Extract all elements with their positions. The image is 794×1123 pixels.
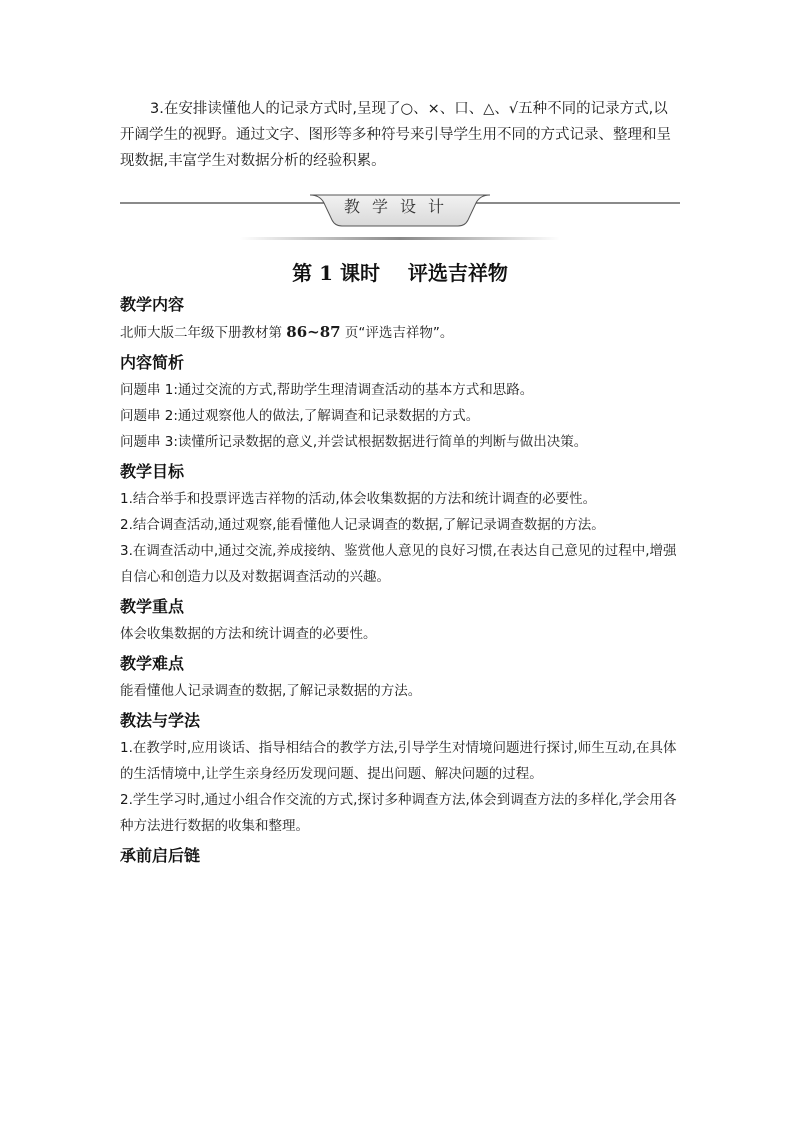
banner-title: 教学设计 xyxy=(343,197,456,216)
question-series-item: 问题串 3:读懂所记录数据的意义,并尝试根据数据进行简单的判断与做出决策。 xyxy=(120,434,588,450)
lesson-content xyxy=(120,294,680,870)
section-heading: 教学目标 xyxy=(120,462,185,481)
goal-item: 3.在调查活动中,通过交流,养成接纳、鉴赏他人意见的良好习惯,在表达自己意见的过程中,增强自信心和创造力以及对数据调查活动的兴趣。 xyxy=(120,543,677,585)
intro-paragraph: 3.在安排读懂他人的记录方式时,呈现了○、×、口、△、√五种不同的记录方式,以开阔学生的视野。通过文字、图形等多种符号来引导学生用不同的方式记录、整理和呈现数据,丰富学生对数据分析的经验积累。 xyxy=(120,101,671,169)
goal-item: 2.结合调查活动,通过观察,能看懂他人记录调查的数据,了解记录调查数据的方法。 xyxy=(120,517,605,533)
key-points-text: 体会收集数据的方法和统计调查的必要性。 xyxy=(120,626,377,642)
section-heading: 承前启后链 xyxy=(120,846,201,865)
lesson-title: 第 1 课时 评选吉祥物 xyxy=(292,261,508,285)
section-heading: 教学内容 xyxy=(120,295,185,314)
section-content-analysis xyxy=(120,352,680,455)
method-item: 1.在教学时,应用谈话、指导相结合的教学方法,引导学生对情境问题进行探讨,师生互动,在具体的生活情境中,让学生亲身经历发现问题、提出问题、解决问题的过程。 xyxy=(120,740,677,782)
section-heading: 教学重点 xyxy=(120,597,185,616)
difficulties-text: 能看懂他人记录调查的数据,了解记录数据的方法。 xyxy=(120,683,422,699)
method-item: 2.学生学习时,通过小组合作交流的方式,探讨多种调查方法,体会到调查方法的多样化,学会用各种方法进行数据的收集和整理。 xyxy=(120,792,677,834)
section-banner xyxy=(120,190,680,242)
section-difficulties xyxy=(120,653,680,704)
section-heading: 教学难点 xyxy=(120,654,185,673)
reference-suffix: 页“评选吉祥物”。 xyxy=(340,325,454,341)
textbook-reference xyxy=(120,319,680,346)
section-heading: 教法与学法 xyxy=(120,711,201,730)
section-heading: 内容简析 xyxy=(120,353,185,372)
section-teaching-goals xyxy=(120,461,680,590)
question-series-item: 问题串 2:通过观察他人的做法,了解调查和记录数据的方式。 xyxy=(120,408,480,424)
section-link xyxy=(120,845,680,867)
question-series-item: 问题串 1:通过交流的方式,帮助学生理清调查活动的基本方式和思路。 xyxy=(120,382,534,398)
section-key-points xyxy=(120,596,680,647)
reference-prefix: 北师大版二年级下册教材第 xyxy=(120,325,287,341)
section-teaching-content xyxy=(120,294,680,346)
page-range: 86~87 xyxy=(286,323,341,341)
section-methods xyxy=(120,710,680,839)
goal-item: 1.结合举手和投票评选吉祥物的活动,体会收集数据的方法和统计调查的必要性。 xyxy=(120,491,597,507)
